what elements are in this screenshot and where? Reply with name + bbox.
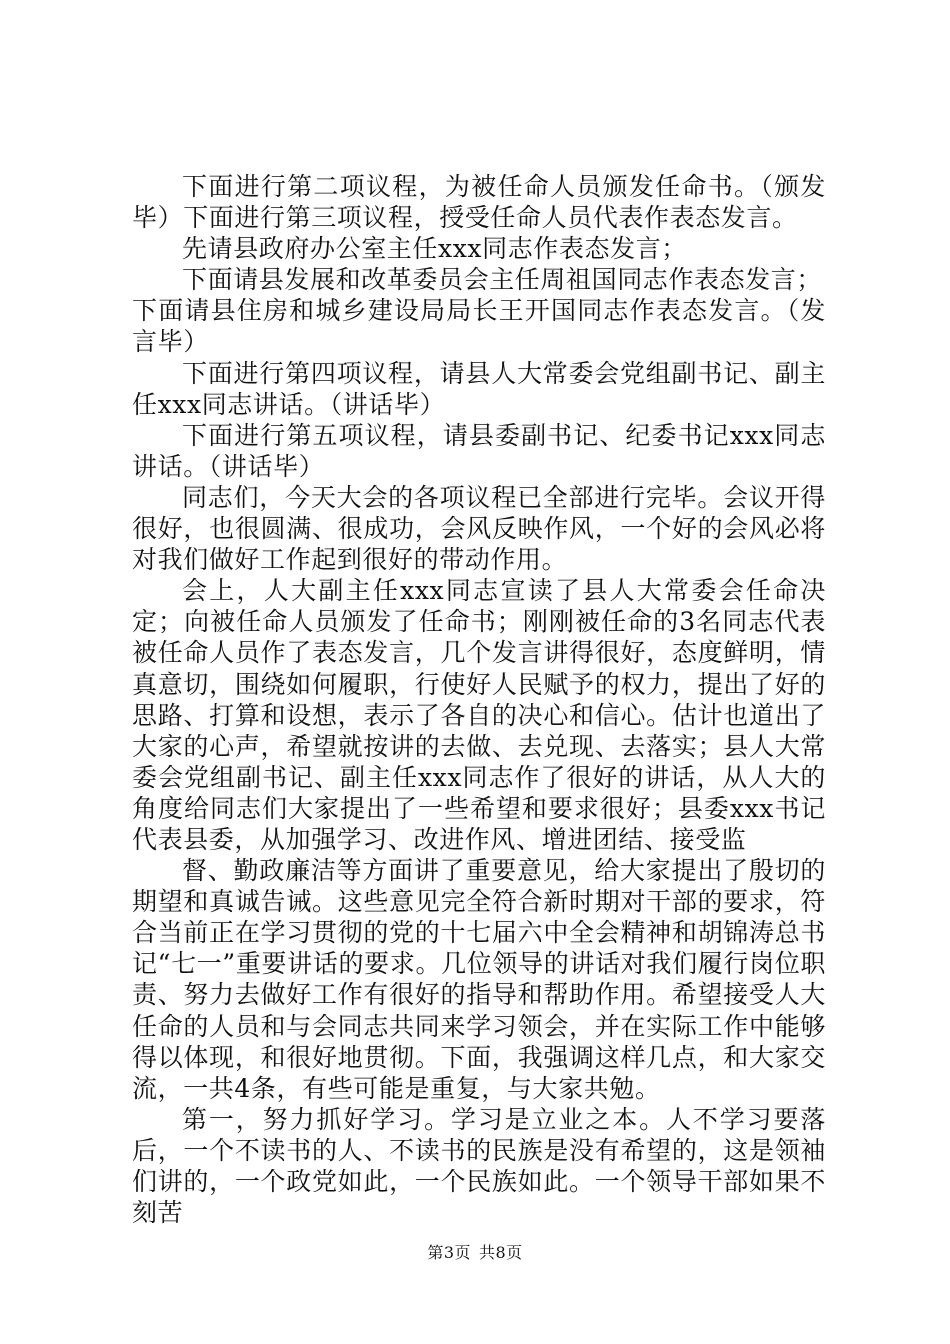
paragraph-agenda-2-3: 下面进行第二项议程，为被任命人员颁发任命书。（颁发毕）下面进行第三项议程，授受任命人员代表作表态发言。	[132, 172, 826, 233]
document-body	[132, 171, 826, 1228]
paragraph-leadership-remarks: 督、勤政廉洁等方面讲了重要意见，给大家提出了殷切的期望和真诚告诫。这些意见完全符合新时期对干部的要求，符合当前正在学习贯彻的党的十七届六中全会精神和胡锦涛总书记“七一”重要讲话的要求。几位领导的讲话对我们履行岗位职责、努力去做好工作有很好的指导和帮助作用。希望接受人大任命的人员和与会同志共同来学习领会，并在实际工作中能够得以体现，和很好地贯彻。下面，我强调这样几点，和大家交流，一共4条，有些可能是重复，与大家共勉。	[132, 856, 826, 1103]
paragraph-agenda-4: 下面进行第四项议程，请县人大常委会党组副书记、副主任xxx同志讲话。（讲话毕）	[132, 358, 826, 419]
paragraph-government-office-speech: 先请县政府办公室主任xxx同志作表态发言；	[182, 234, 687, 264]
paragraph-point-one-study: 第一，努力抓好学习。学习是立业之本。人不学习要落后，一个不读书的人、不读书的民族是没有希望的，这是领袖们讲的，一个政党如此，一个民族如此。一个领导干部如果不刻苦	[132, 1104, 826, 1228]
page-number: 第3页	[427, 1243, 471, 1262]
page-footer	[0, 1243, 950, 1263]
paragraph-development-reform-speech: 下面请县发展和改革委员会主任周祖国同志作表态发言；	[182, 265, 823, 295]
paragraph-housing-construction-speech: 下面请县住房和城乡建设局局长王开国同志作表态发言。（发言毕）	[132, 296, 826, 357]
page-total: 共8页	[479, 1243, 523, 1262]
paragraph-meeting-review: 会上，人大副主任xxx同志宣读了县人大常委会任命决定；向被任命人员颁发了任命书；刚刚被任命的3名同志代表被任命人员作了表态发言，几个发言讲得很好，态度鲜明，情真意切，围绕如何履职，行使好人民赋予的权力，提出了好的思路、打算和设想，表示了各自的决心和信心。估计也道出了大家的心声，希望就按讲的去做、去兑现、去落实；县人大常委会党组副书记、副主任xxx同志作了很好的讲话，从人大的角度给同志们大家提出了一些希望和要求很好；县委xxx书记代表县委，从加强学习、改进作风、增进团结、接受监	[132, 576, 826, 854]
paragraph-meeting-summary: 同志们，今天大会的各项议程已全部进行完毕。会议开得很好，也很圆满、很成功，会风反映作风，一个好的会风必将对我们做好工作起到很好的带动作用。	[132, 482, 826, 575]
paragraph-agenda-5: 下面进行第五项议程，请县委副书记、纪委书记xxx同志讲话。（讲话毕）	[132, 420, 826, 481]
